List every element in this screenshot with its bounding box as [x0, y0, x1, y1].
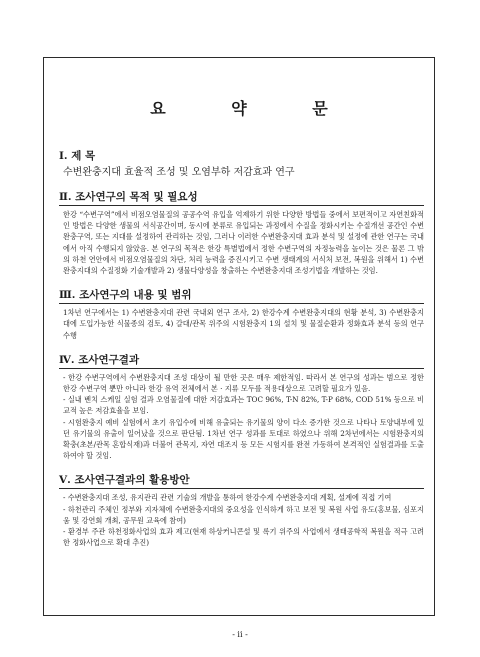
section-results — [59, 354, 424, 462]
summary-frame — [43, 57, 435, 616]
section-title — [59, 150, 424, 179]
purpose-paragraph: 한강 “수변구역”에서 비점오염물질의 공공수역 유입을 억제하기 위한 다양한 방법들 중에서 보편적이고 자연친화적인 방법은 다양한 생물의 서식공간이며, 동시에 분류로 유입되는 과정에서 수질을 정화시키는 수질개선 공간인 수변완충구역, 또는 지대를 설정하여 관리하는 것임, 그러나 이러한 수변완충지대 효과 분석 및 설정에 관한 연구는 국내에서 아직 수행되지 않았음. 본 연구의 목적은 한강 특별법에서 정한 수변구역의 자정능력을 높이는 것은 물론 그 밖의 하천 연안에서 비점오염물질의 차단, 처리 능력을 증진시키고 수변 생태계의 서식처 보전, 복원을 위해서 1) 수변완충지대의 수질정화 기술개발과 2) 생물다양성을 창출하는 수변완충지대 조성기법을 개발하는 것임. — [63, 210, 424, 276]
section-scope — [59, 289, 424, 341]
summary-content — [59, 150, 424, 548]
section-heading-3: Ⅲ. 조사연구의 내용 및 범위 — [59, 289, 424, 304]
section-heading-4: Ⅳ. 조사연구결과 — [59, 354, 424, 369]
list-item: - 수변완충지대 조성, 유지관리 관련 기술의 개발을 통하여 한강수계 수변완충지대 계획, 설계에 직접 기여 — [63, 493, 392, 503]
page-number: - ii - — [232, 630, 248, 639]
list-item: - 시험완충지 예비 실험에서 초기 유입수에 비해 유출되는 유기물의 양이 다소 증가한 것으로 나타나 토양내부에 있던 유기물의 유출이 일어났을 것으로 판단됨. 1차년 연구 성과를 토대로 하였으나 위해 2차년에서는 시험완충지의 확충(초본/관목 혼합식재)과 더불어 관목지, 자연 대조지 등 모든 시험지를 완전 가동하여 본격적인 실험결과를 도출하여야 할 것임. — [63, 417, 424, 461]
section-utilization — [59, 474, 424, 548]
utilization-list — [63, 492, 424, 548]
document-title: 요 약 문 — [150, 99, 358, 118]
list-item: - 환경부 주관 하천정화사업의 효과 제고(현재 하상커니콘설 및 록기 위주의 사업에서 생태공학적 복원을 적극 고려한 정화사업으로 확대 추진) — [63, 527, 424, 548]
results-list — [63, 372, 424, 462]
research-subject: 수변완충지대 효율적 조성 및 오염부하 저감효과 연구 — [63, 167, 295, 178]
section-purpose — [59, 191, 424, 276]
list-item: - 하천관리 주체인 정부와 지자체에 수변완충지대의 중요성을 인식하게 하고 보전 및 복원 사업 유도(홍보물, 심포지움 및 강연회 개최, 공무원 교육에 참여) — [63, 504, 424, 525]
list-item: - 실내 벤치 스케일 실험 결과 오염물질에 대한 저감효과는 TOC 96%, T-N 82%, T-P 68%, COD 51% 등으로 비교적 높은 저감효율을 보임. — [63, 395, 424, 416]
section-heading-1: Ⅰ. 제 목 — [59, 150, 96, 162]
list-item: - 한강 수변구역에서 수변완충지대 조성 대상이 될 만한 곳은 매우 제한적임. 따라서 본 연구의 성과는 범으로 정한 한강 수변구역 뿐만 아니라 한강 유역 전체에서 본 · 지류 모두를 적용대상으로 고려할 필요가 있음. — [63, 372, 424, 394]
scope-paragraph: 1차년 연구에서는 1) 수변완충지대 관련 국내외 연구 조사, 2) 한강수계 수변완충지대의 현황 분석, 3) 수변완충지대에 도입가능한 식물종의 검토, 4) 갈대/관목 위주의 시험완충지 1의 설치 및 물질순환과 정화효과 분석 등의 연구 수행 — [63, 308, 424, 340]
section-heading-2: Ⅱ. 조사연구의 목적 및 필요성 — [59, 191, 424, 206]
section-heading-5: Ⅴ. 조사연구결과의 활용방안 — [59, 474, 424, 489]
